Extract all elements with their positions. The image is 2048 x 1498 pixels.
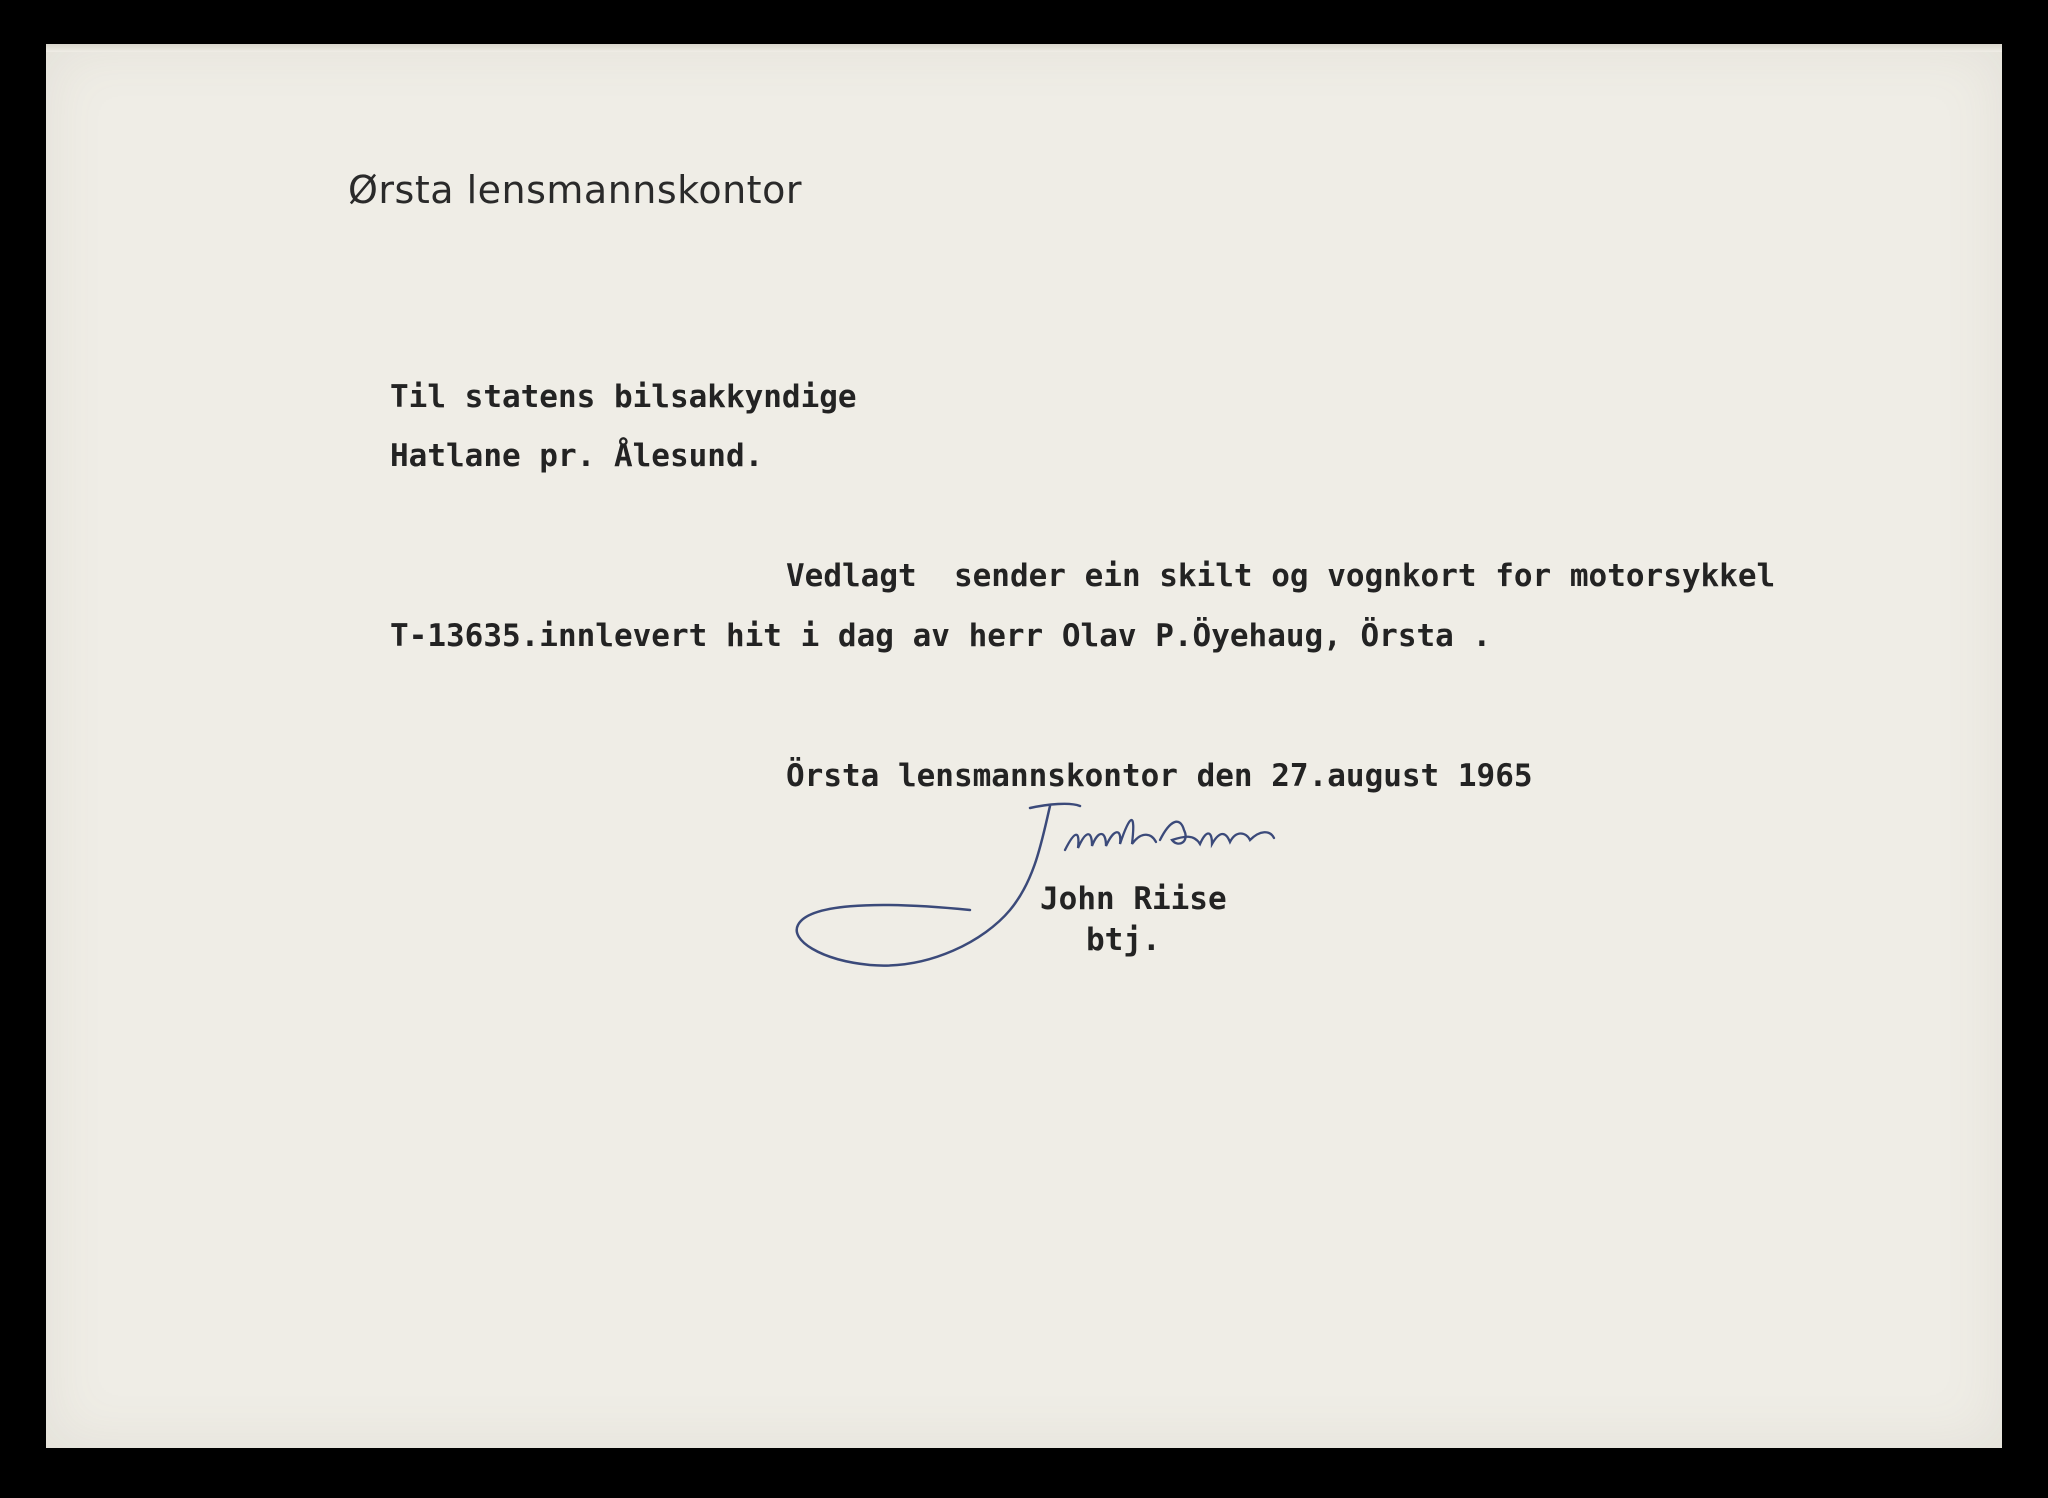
document-page	[46, 44, 2002, 1448]
body-line-2: T-13635.innlevert hit i dag av herr Olav P.Öyehaug, Örsta .	[390, 618, 1492, 654]
recipient-line-2: Hatlane pr. Ålesund.	[390, 438, 764, 474]
letterhead: Ørsta lensmannskontor	[348, 168, 802, 212]
signatory-name: John Riise	[1040, 881, 1227, 917]
body-line-1: Vedlagt sender ein skilt og vognkort for motorsykkel	[786, 558, 1776, 594]
signatory-title: btj.	[1086, 922, 1161, 958]
recipient-line-1: Til statens bilsakkyndige	[390, 379, 857, 415]
place-date: Örsta lensmannskontor den 27.august 1965	[786, 758, 1533, 794]
